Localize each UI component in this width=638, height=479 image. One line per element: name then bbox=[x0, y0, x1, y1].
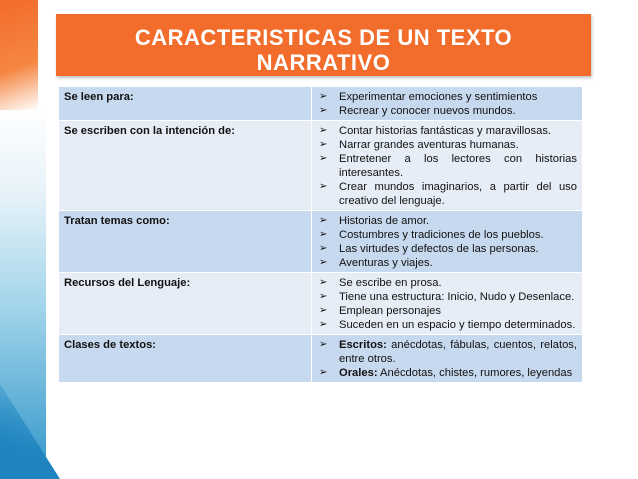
list-item bbox=[317, 104, 577, 118]
item-text: Se escribe en prosa. bbox=[339, 277, 442, 289]
arrow-bullet-icon: ➢ bbox=[319, 291, 328, 302]
list-item bbox=[317, 152, 577, 180]
row-content bbox=[312, 87, 583, 121]
characteristics-table bbox=[58, 86, 583, 383]
item-text: Tiene una estructura: Inicio, Nudo y Desenlace. bbox=[339, 291, 575, 303]
list-item bbox=[317, 90, 577, 104]
row-label: Clases de textos: bbox=[59, 335, 312, 383]
item-text: Las virtudes y defectos de las personas. bbox=[339, 243, 539, 255]
table-row bbox=[59, 273, 583, 335]
item-category-label: Orales: bbox=[339, 367, 378, 379]
arrow-bullet-icon: ➢ bbox=[319, 215, 328, 226]
arrow-bullet-icon: ➢ bbox=[319, 305, 328, 316]
table-row bbox=[59, 121, 583, 211]
row-content bbox=[312, 273, 583, 335]
bullet-list bbox=[317, 90, 577, 118]
list-item bbox=[317, 242, 577, 256]
table-row bbox=[59, 335, 583, 383]
list-item bbox=[317, 228, 577, 242]
arrow-bullet-icon: ➢ bbox=[319, 277, 328, 288]
bullet-list bbox=[317, 214, 577, 270]
item-text: Contar historias fantásticas y maravillosas. bbox=[339, 125, 552, 137]
table-row bbox=[59, 211, 583, 273]
list-item bbox=[317, 180, 577, 208]
item-category-label: Escritos: bbox=[339, 339, 387, 351]
arrow-bullet-icon: ➢ bbox=[319, 125, 328, 136]
arrow-bullet-icon: ➢ bbox=[319, 139, 328, 150]
arrow-bullet-icon: ➢ bbox=[319, 105, 328, 116]
table-row bbox=[59, 87, 583, 121]
list-item bbox=[317, 304, 577, 318]
list-item bbox=[317, 318, 577, 332]
arrow-bullet-icon: ➢ bbox=[319, 181, 328, 192]
row-content bbox=[312, 335, 583, 383]
bullet-list bbox=[317, 124, 577, 208]
bullet-list bbox=[317, 338, 577, 380]
list-item bbox=[317, 338, 577, 366]
bullet-list bbox=[317, 276, 577, 332]
slide-title bbox=[56, 14, 591, 76]
list-item bbox=[317, 366, 577, 380]
arrow-bullet-icon: ➢ bbox=[319, 319, 328, 330]
row-label: Recursos del Lenguaje: bbox=[59, 273, 312, 335]
item-text: Anécdotas, chistes, rumores, leyendas bbox=[377, 367, 573, 379]
item-text: Aventuras y viajes. bbox=[339, 257, 433, 269]
list-item bbox=[317, 124, 577, 138]
slide-title-line-2: NARRATIVO bbox=[256, 50, 391, 75]
row-content bbox=[312, 211, 583, 273]
item-text: Costumbres y tradiciones de los pueblos. bbox=[339, 229, 544, 241]
item-text: Narrar grandes aventuras humanas. bbox=[339, 139, 519, 151]
item-text: Experimentar emociones y sentimientos bbox=[339, 91, 538, 103]
list-item bbox=[317, 256, 577, 270]
arrow-bullet-icon: ➢ bbox=[319, 153, 328, 164]
arrow-bullet-icon: ➢ bbox=[319, 243, 328, 254]
slide-title-line-1: CARACTERISTICAS DE UN TEXTO bbox=[134, 25, 513, 50]
row-label: Tratan temas como: bbox=[59, 211, 312, 273]
row-content bbox=[312, 121, 583, 211]
item-text: anécdotas, fábulas, cuentos, relatos, entre otros. bbox=[339, 339, 577, 365]
item-text: Recrear y conocer nuevos mundos. bbox=[339, 105, 516, 117]
list-item bbox=[317, 214, 577, 228]
list-item bbox=[317, 138, 577, 152]
decorative-orange-shape bbox=[0, 0, 38, 110]
item-text: Emplean personajes bbox=[339, 305, 441, 317]
item-text: Crear mundos imaginarios, a partir del uso creativo del lenguaje. bbox=[339, 181, 577, 207]
arrow-bullet-icon: ➢ bbox=[319, 367, 328, 378]
arrow-bullet-icon: ➢ bbox=[319, 91, 328, 102]
arrow-bullet-icon: ➢ bbox=[319, 339, 328, 350]
list-item bbox=[317, 276, 577, 290]
list-item bbox=[317, 290, 577, 304]
arrow-bullet-icon: ➢ bbox=[319, 229, 328, 240]
arrow-bullet-icon: ➢ bbox=[319, 257, 328, 268]
item-text: Suceden en un espacio y tiempo determinados. bbox=[339, 319, 576, 331]
item-text: Entretener a los lectores con historias interesantes. bbox=[339, 153, 577, 179]
row-label: Se leen para: bbox=[59, 87, 312, 121]
row-label: Se escriben con la intención de: bbox=[59, 121, 312, 211]
item-text: Historias de amor. bbox=[339, 215, 430, 227]
